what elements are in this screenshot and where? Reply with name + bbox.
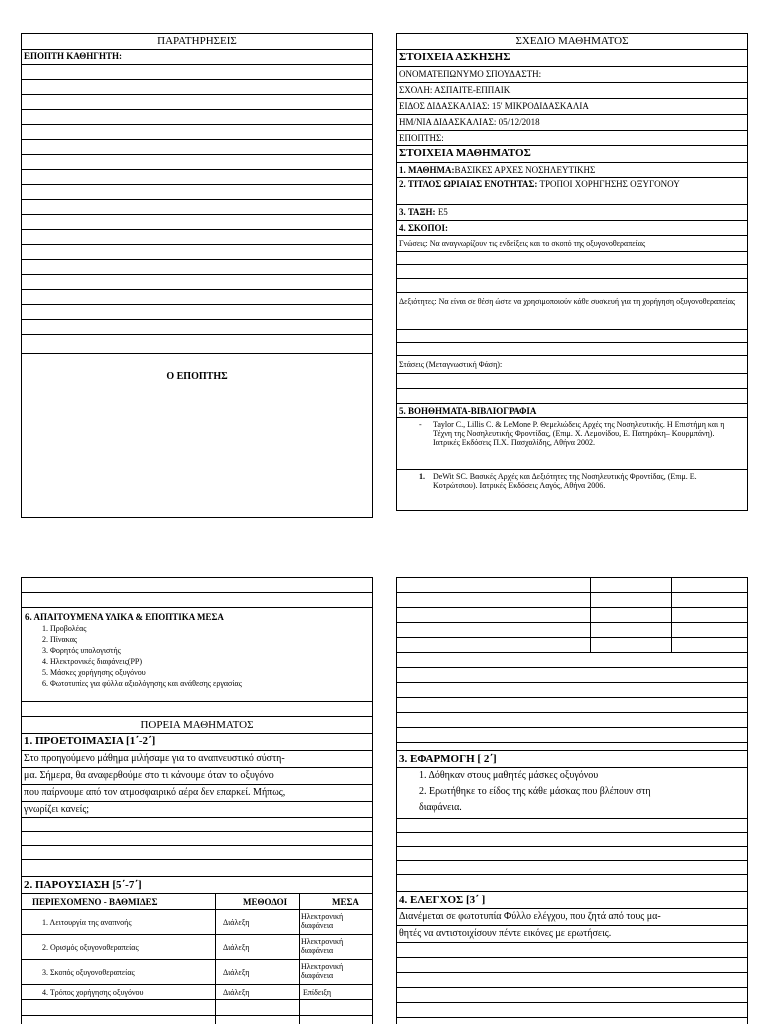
supervisor-label: Ο ΕΠΟΠΤΗΣ	[166, 372, 228, 382]
content-column-header: ΠΕΡΙΕΧΟΜΕΝΟ - ΒΑΘΜΙΔΕΣ	[32, 897, 158, 907]
table-row	[22, 960, 372, 985]
table-cell-content: 3. Σκοπός οξυγονοθεραπείας	[42, 968, 135, 977]
preparation-line: μα. Σήμερα, θα αναφερθούμε στο τι κάνουμε όταν το οξυγόνο	[22, 768, 372, 785]
materials-block	[22, 608, 372, 702]
blank-row	[397, 683, 747, 698]
teaching-type-row: ΕΙΔΟΣ ΔΙΔΑΣΚΑΛΙΑΣ: 15' ΜΙΚΡΟΔΙΔΑΣΚΑΛΙΑ	[397, 99, 747, 115]
class-label: 3. ΤΑΞΗ:	[399, 207, 436, 217]
blank-row	[397, 847, 747, 861]
means-column-header: ΜΕΣΑ	[332, 897, 359, 907]
blank-row	[397, 252, 747, 265]
table-cell-content: 1. Λειτουργία της αναπνοής	[42, 918, 132, 927]
table-cell-means: Ηλεκτρονική διαφάνεια	[301, 962, 344, 980]
blank-row	[397, 608, 747, 623]
blank-row	[397, 861, 747, 875]
blank-row	[397, 943, 747, 958]
column-divider	[215, 894, 216, 1024]
blank-row	[22, 215, 372, 230]
blank-row	[22, 80, 372, 95]
preparation-title: 1. ΠΡΟΕΤΟΙΜΑΣΙΑ [1΄-2΄]	[22, 734, 372, 751]
skills-row: Δεξιότητες: Να είναι σε θέση ώστε να χρησιμοποιούν κάθε συσκευή για τη χορήγηση οξυγονοθεραπείας	[397, 293, 747, 330]
unit-label: 2. ΤΙΤΛΟΣ ΩΡΙΑΙΑΣ ΕΝΟΤΗΤΑΣ:	[399, 179, 538, 189]
blank-row	[397, 875, 747, 892]
preparation-line: Στο προηγούμενο μάθημα μιλήσαμε για το αναπνευστικό σύστη-	[22, 751, 372, 768]
application-item: 2. Ερωτήθηκε το είδος της κάθε μάσκας που βλέπουν στη	[419, 786, 651, 797]
materials-item: 1. Προβολέας	[42, 624, 87, 633]
blank-row	[22, 593, 372, 608]
application-title: 3. ΕΦΑΡΜΟΓΗ [ 2΄]	[397, 751, 747, 768]
application-list	[397, 768, 747, 818]
blank-row	[397, 713, 747, 728]
blank-row	[22, 65, 372, 80]
materials-item: 4. Ηλεκτρονικές διαφάνεις(PP)	[42, 657, 143, 666]
course-section-title: ΣΤΟΙΧΕΙΑ ΜΑΘΗΜΑΤΟΣ	[397, 146, 747, 163]
blank-row	[397, 1003, 747, 1018]
blank-row	[22, 578, 372, 593]
blank-row	[22, 170, 372, 185]
unit-row	[397, 178, 747, 205]
unit-value: ΤΡΟΠΟΙ ΧΟΡΗΓΗΣΗΣ ΟΞΥΓΟΝΟΥ	[537, 179, 680, 189]
blank-row	[397, 374, 747, 389]
supervisor-teacher-label: ΕΠΟΠΤΗ ΚΑΘΗΓΗΤΗ:	[22, 50, 372, 65]
resources-label: 5. ΒΟΗΘΗΜΑΤΑ-ΒΙΒΛΙΟΓΡΑΦΙΑ	[397, 404, 747, 418]
blank-row	[397, 698, 747, 713]
goals-label: 4. ΣΚΟΠΟΙ:	[397, 221, 747, 236]
blank-row	[22, 200, 372, 215]
blank-row	[22, 290, 372, 305]
blank-row	[397, 988, 747, 1003]
table-row	[22, 935, 372, 960]
exercise-section-title: ΣΤΟΙΧΕΙΑ ΑΣΚΗΣΗΣ	[397, 50, 747, 67]
materials-item: 5. Μάσκες χορήγησης οξυγόνου	[42, 668, 146, 677]
blank-row	[397, 265, 747, 279]
blank-row	[22, 320, 372, 335]
blank-row	[22, 260, 372, 275]
reference-1-row	[397, 418, 747, 470]
preparation-line: που παίρνουμε από τον ατμοσφαιρικό αέρα δεν επαρκεί. Μήπως,	[22, 785, 372, 802]
subject-value: ΒΑΣΙΚΕΣ ΑΡΧΕΣ ΝΟΣΗΛΕΥΤΙΚΗΣ	[454, 165, 596, 175]
blank-row	[397, 330, 747, 343]
attitudes-row: Στάσεις (Μεταγνωστική Φάση):	[397, 356, 747, 374]
student-name-row: ΟΝΟΜΑΤΕΠΩΝΥΜΟ ΣΠΟΥΔΑΣΤΗ:	[397, 67, 747, 83]
blank-row	[22, 155, 372, 170]
column-divider	[299, 894, 300, 1024]
blank-row	[397, 279, 747, 293]
supervisor-row: ΕΠΟΠΤΗΣ:	[397, 131, 747, 146]
materials-item: 2. Πίνακας	[42, 635, 78, 644]
blank-row	[397, 638, 747, 653]
blank-row	[397, 833, 747, 847]
table-cell-method: Διάλεξη	[223, 918, 250, 927]
blank-row	[22, 860, 372, 877]
reference-2-text: DeWit SC. Βασικές Αρχές και Δεξιότητες της Νοσηλευτικής Φροντίδας, (Επιμ. Ε. Κοτρώτσιου). Ιατρικές Εκδόσεις Λαγός, Αθήνα 2006.	[433, 472, 697, 490]
table-cell-content: 2. Ορισμός οξυγονοθεραπείας	[42, 943, 139, 952]
subject-label: 1. ΜΑΘΗΜΑ:	[399, 165, 455, 175]
course-flow-header: ΠΟΡΕΙΑ ΜΑΘΗΜΑΤΟΣ	[22, 717, 372, 734]
class-row	[397, 205, 747, 221]
observations-table	[21, 33, 373, 518]
column-divider	[590, 578, 591, 653]
preparation-line: γνωρίζει κανείς;	[22, 802, 372, 818]
blank-row	[22, 140, 372, 155]
blank-row	[22, 702, 372, 717]
blank-row	[397, 623, 747, 638]
table-row	[22, 1000, 372, 1016]
control-title: 4. ΕΛΕΓΧΟΣ [3΄ ]	[397, 892, 747, 909]
blank-row	[397, 958, 747, 973]
methods-column-header: ΜΕΘΟΔΟΙ	[243, 897, 288, 907]
table-cell-method: Διάλεξη	[223, 988, 250, 997]
reference-1-text: Taylor C., Lillis C. & LeMone P. Θεμελιώδεις Αρχές της Νοσηλευτικής. Η Επιστήμη και η Τέχνη της Νοσηλευτικής Φροντίδας, (Επιμ. Χ. Λεμονίδου, Ε. Πατηράκη– Κουρμπάνη). Ιατρικές Εκδόσεις Π.Χ. Πασχαλίδης, Αθήνα 2002.	[433, 420, 725, 447]
blank-row	[22, 818, 372, 832]
blank-row	[22, 305, 372, 320]
blank-row	[22, 245, 372, 260]
reference-2-marker: 1.	[419, 472, 425, 481]
materials-title: 6. ΑΠΑΙΤΟΥΜΕΝΑ ΥΛΙΚΑ & ΕΠΟΠΤΙΚΑ ΜΕΣΑ	[25, 612, 224, 622]
blank-row	[397, 728, 747, 743]
column-divider	[671, 578, 672, 653]
course-flow-table	[21, 577, 373, 1024]
school-row: ΣΧΟΛΗ: ΑΣΠΑΙΤΕ-ΕΠΠΑΙΚ	[397, 83, 747, 99]
blank-row	[397, 818, 747, 833]
table-cell-means: Επίδειξη	[303, 988, 332, 997]
blank-row	[397, 578, 747, 593]
application-item: 1. Δόθηκαν στους μαθητές μάσκες οξυγόνου	[419, 770, 599, 781]
blank-row	[397, 389, 747, 404]
blank-row	[22, 832, 372, 846]
blank-row	[22, 110, 372, 125]
presentation-title: 2. ΠΑΡΟΥΣΙΑΣΗ [5΄-7΄]	[22, 877, 372, 894]
table-row	[22, 985, 372, 1000]
table-cell-content: 4. Τρόπος χορήγησης οξυγόνου	[42, 988, 144, 997]
blank-row	[397, 668, 747, 683]
control-line: θητές να αντιστοιχίσουν πέντε εικόνες με ερωτήσεις.	[397, 926, 747, 943]
table-cell-method: Διάλεξη	[223, 943, 250, 952]
blank-row	[22, 335, 372, 354]
blank-row	[22, 846, 372, 860]
reference-2-row	[397, 470, 747, 510]
class-value: Ε5	[435, 207, 448, 217]
blank-row	[397, 593, 747, 608]
reference-1-marker: -	[419, 420, 422, 429]
blank-row	[22, 125, 372, 140]
lesson-plan-table	[396, 33, 748, 511]
blank-row	[397, 973, 747, 988]
materials-item: 3. Φορητός υπολογιστής	[42, 646, 121, 655]
subject-row	[397, 163, 747, 178]
blank-row	[22, 275, 372, 290]
table-cell-means: Ηλεκτρονική διαφάνεια	[301, 937, 344, 955]
application-item: διαφάνεια.	[419, 802, 462, 813]
blank-row	[22, 95, 372, 110]
table-row	[22, 910, 372, 935]
table-cell-method: Διάλεξη	[223, 968, 250, 977]
control-line: Διανέμεται σε φωτοτυπία Φύλλο ελέγχου, που ζητά από τους μα-	[397, 909, 747, 926]
blank-row	[397, 343, 747, 356]
application-control-table	[396, 577, 748, 1024]
lesson-plan-header: ΣΧΕΔΙΟ ΜΑΘΗΜΑΤΟΣ	[397, 34, 747, 50]
teaching-date-row: ΗΜ/ΝΙΑ ΔΙΔΑΣΚΑΛΙΑΣ: 05/12/2018	[397, 115, 747, 131]
materials-item: 6. Φωτοτυπίες για φύλλα αξιολόγησης και ανάθεσης εργασίας	[42, 679, 242, 688]
knowledge-row: Γνώσεις: Να αναγνωρίζουν τις ενδείξεις και το σκοπό της οξυγονοθεραπείας	[397, 236, 747, 252]
blank-row	[22, 185, 372, 200]
presentation-table-header	[22, 894, 372, 910]
observations-header: ΠΑΡΑΤΗΡΗΣΕΙΣ	[22, 34, 372, 50]
blank-row	[397, 743, 747, 751]
blank-row	[397, 653, 747, 668]
blank-row	[22, 230, 372, 245]
table-cell-means: Ηλεκτρονική διαφάνεια	[301, 912, 344, 930]
